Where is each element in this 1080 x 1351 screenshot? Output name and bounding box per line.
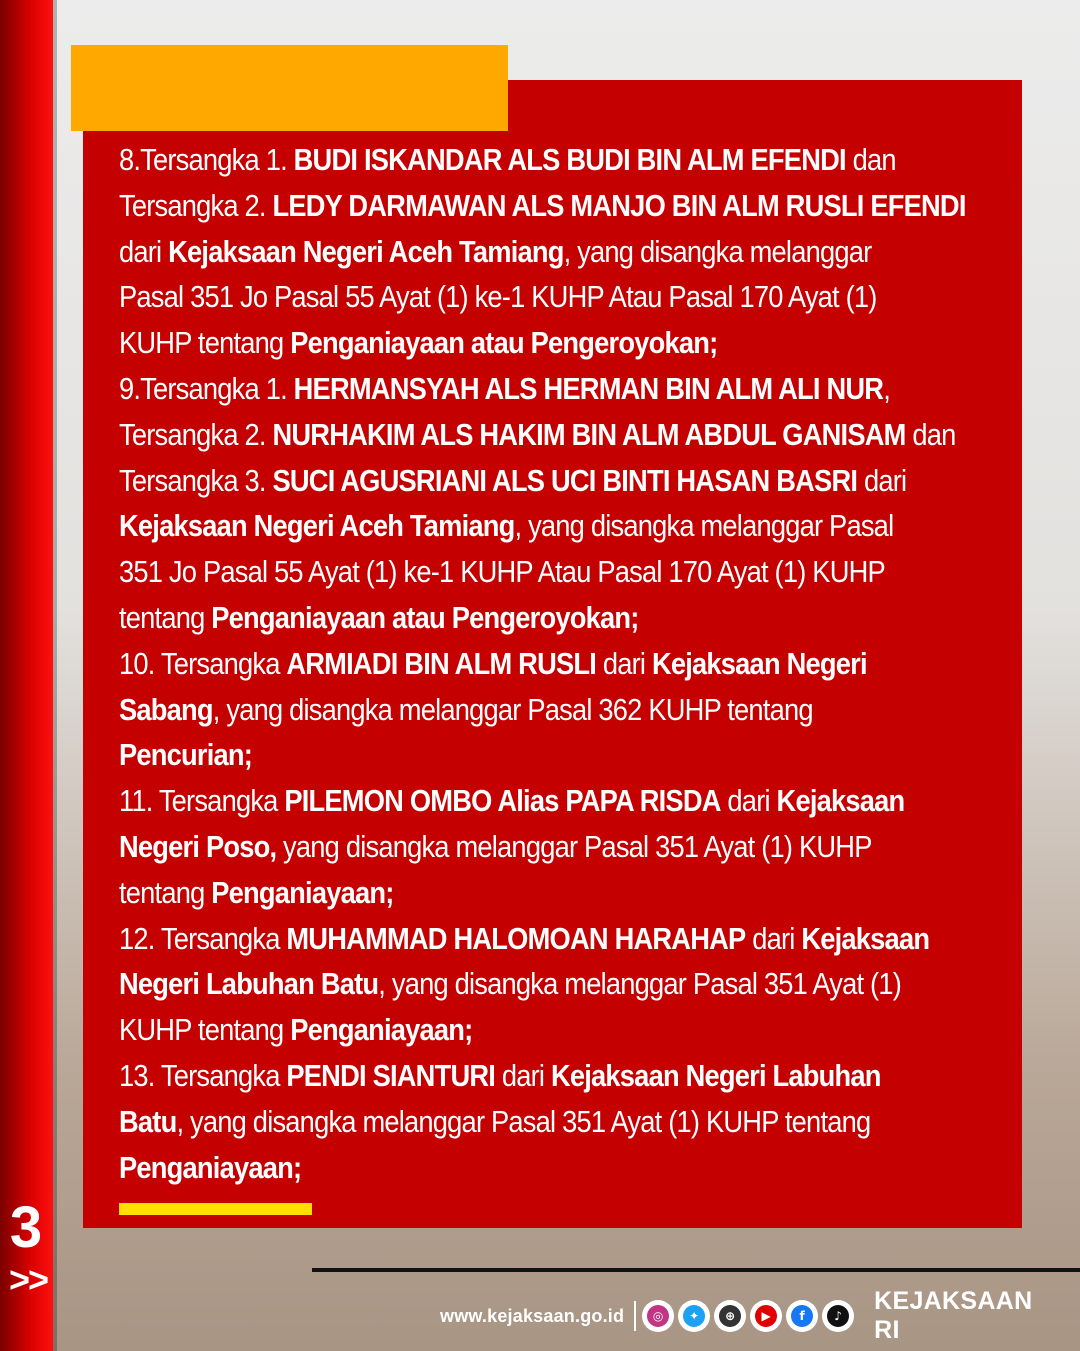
tiktok-icon[interactable] — [824, 1302, 852, 1330]
text: , yang disangka melanggar Pasal 362 KUHP tentang — [212, 691, 813, 727]
text: Tersangka 3. — [119, 462, 273, 498]
text: 8.Tersangka 1. — [119, 142, 294, 177]
list-item — [119, 778, 999, 915]
bold-text: PENDI SIANTURI — [286, 1057, 496, 1093]
footer-separator — [634, 1301, 636, 1331]
text: tentang — [119, 874, 212, 910]
text: Tersangka 2. — [119, 416, 273, 452]
list-item — [119, 137, 999, 366]
list-item — [119, 641, 999, 778]
text: 11. Tersangka — [119, 783, 285, 819]
text: , yang disangka melanggar Pasal 351 Ayat (1) KUHP tentang — [176, 1103, 871, 1139]
bold-text: Penganiayaan; — [211, 874, 394, 910]
footer-divider — [312, 1268, 1080, 1272]
text: KUHP tentang — [119, 325, 291, 361]
left-accent-bar — [0, 0, 53, 1351]
bold-text: BUDI ISKANDAR ALS BUDI BIN ALM EFENDI — [293, 142, 846, 177]
bold-text: Kejaksaan Negeri — [651, 645, 867, 681]
text: dari — [596, 645, 652, 681]
text: , — [883, 370, 890, 406]
list-item — [119, 366, 999, 641]
text: Tersangka 2. — [119, 187, 273, 223]
suspect-list — [119, 137, 966, 1190]
text: dari — [495, 1057, 551, 1093]
facebook-icon[interactable] — [788, 1302, 816, 1330]
text: , yang disangka melanggar Pasal — [514, 508, 894, 544]
bold-text: LEDY DARMAWAN ALS MANJO BIN ALM RUSLI EFENDI — [272, 187, 966, 223]
text: 351 Jo Pasal 55 Ayat (1) ke-1 KUHP Atau Pasal 170 Ayat (1) KUHP — [119, 554, 885, 590]
bold-text: Sabang — [119, 691, 213, 727]
bold-text: Batu — [119, 1103, 177, 1139]
text: dari — [857, 462, 907, 498]
bold-text: Kejaksaan Negeri Labuhan — [550, 1057, 881, 1093]
bold-text: NURHAKIM ALS HAKIM BIN ALM ABDUL GANISAM — [272, 416, 906, 452]
bold-text: Kejaksaan Negeri Aceh Tamiang — [119, 508, 515, 544]
bold-text: Penganiayaan atau Pengeroyokan; — [211, 599, 639, 635]
text: dan — [845, 142, 896, 177]
twitter-icon[interactable] — [680, 1302, 708, 1330]
text: 9.Tersangka 1. — [119, 370, 294, 406]
bold-text: Negeri Labuhan Batu — [119, 966, 379, 1002]
bold-text: Penganiayaan; — [119, 1149, 302, 1185]
footer — [440, 1287, 1060, 1344]
text: Pasal 351 Jo Pasal 55 Ayat (1) ke-1 KUHP Atau Pasal 170 Ayat (1) — [119, 279, 877, 315]
bold-text: MUHAMMAD HALOMOAN HARAHAP — [286, 920, 746, 956]
twitter-icon-glyph: ✦ — [683, 1305, 705, 1327]
text: dari — [720, 783, 777, 819]
bold-text: Penganiayaan atau Pengeroyokan; — [290, 325, 718, 361]
bold-text: PILEMON OMBO Alias PAPA RISDA — [284, 783, 721, 819]
bold-text: Negeri Poso, — [119, 828, 277, 864]
list-item — [119, 916, 999, 1053]
social-icons — [644, 1302, 860, 1330]
list-item — [119, 1053, 999, 1190]
text: dan — [905, 416, 956, 452]
text: , yang disangka melanggar — [563, 233, 872, 269]
text: 13. Tersangka — [119, 1057, 287, 1093]
brand-name: KEJAKSAAN RI — [874, 1287, 1033, 1344]
bold-text: Kejaksaan — [776, 783, 905, 819]
bold-text: Kejaksaan Negeri Aceh Tamiang — [168, 233, 564, 269]
text: dari — [745, 920, 802, 956]
text: tentang — [119, 599, 212, 635]
facebook-icon-glyph: f — [791, 1305, 813, 1327]
text: KUHP tentang — [119, 1012, 291, 1048]
text: dari — [119, 233, 169, 269]
text: yang disangka melanggar Pasal 351 Ayat (1) KUHP — [276, 828, 872, 864]
bold-text: Kejaksaan — [801, 920, 930, 956]
youtube-icon[interactable] — [752, 1302, 780, 1330]
tiktok-icon-glyph: ♪ — [827, 1305, 849, 1327]
web-icon[interactable] — [716, 1302, 744, 1330]
web-icon-glyph: ⊕ — [719, 1305, 741, 1327]
bold-text: ARMIADI BIN ALM RUSLI — [286, 645, 597, 681]
bold-text: SUCI AGUSRIANI ALS UCI BINTI HASAN BASRI — [272, 462, 858, 498]
next-arrows-icon[interactable]: >> — [8, 1259, 48, 1300]
youtube-icon-glyph: ▶ — [755, 1305, 777, 1327]
page-number: 3 — [9, 1195, 43, 1260]
bold-text: Penganiayaan; — [290, 1012, 473, 1048]
text: 10. Tersangka — [119, 645, 287, 681]
yellow-underline — [119, 1203, 312, 1215]
text: 12. Tersangka — [119, 920, 287, 956]
orange-header-tab — [71, 45, 508, 131]
text: , yang disangka melanggar Pasal 351 Ayat (1) — [378, 966, 902, 1002]
bold-text: HERMANSYAH ALS HERMAN BIN ALM ALI NUR — [293, 370, 884, 406]
instagram-icon[interactable] — [644, 1302, 672, 1330]
bold-text: Pencurian; — [119, 737, 253, 773]
website-url[interactable]: www.kejaksaan.go.id — [440, 1305, 625, 1326]
instagram-icon-glyph: ◎ — [647, 1305, 669, 1327]
